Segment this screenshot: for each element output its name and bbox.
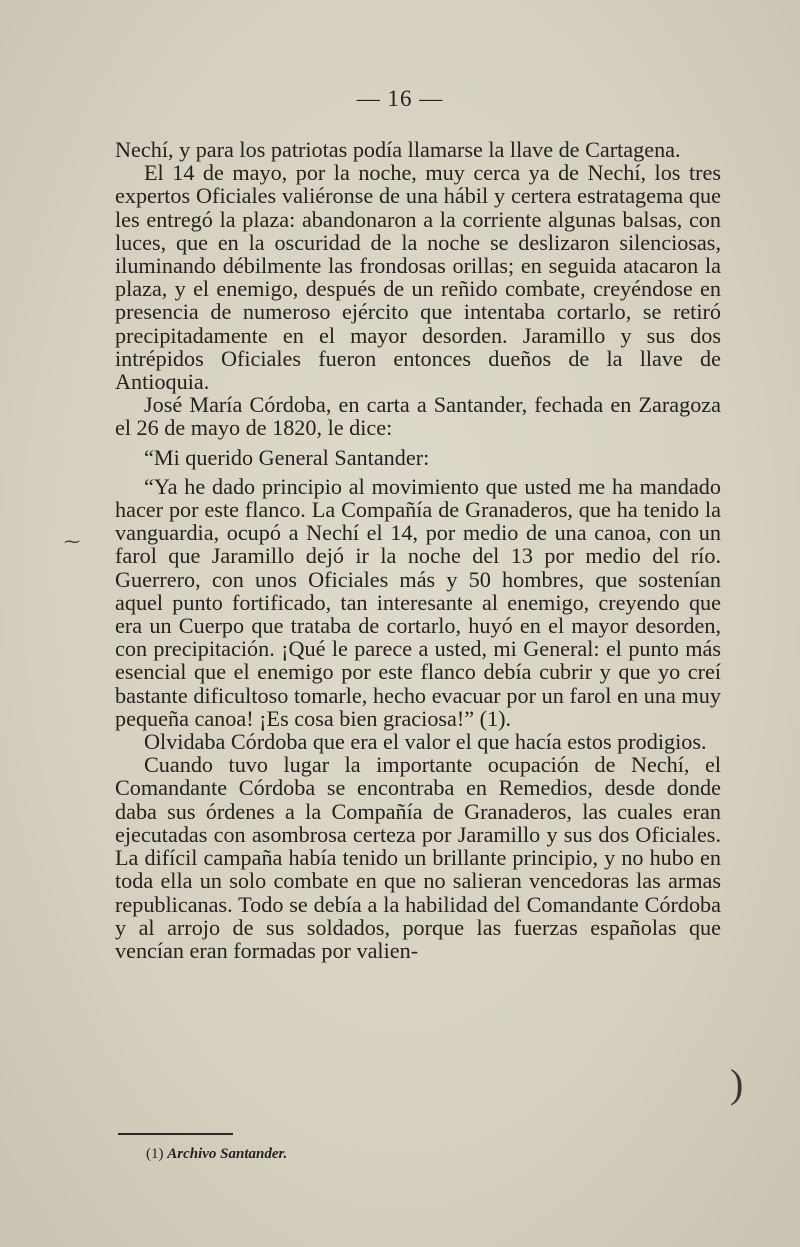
main-text: [115, 138, 721, 962]
letter-salutation: “Mi querido General Santander:: [144, 444, 430, 470]
margin-bracket-icon: ): [730, 1061, 744, 1106]
footnote-marker: (1): [146, 1146, 164, 1162]
margin-mark-icon: ⁓: [64, 534, 80, 551]
page-number: — 16 —: [356, 86, 444, 111]
paragraph-prodigies: Olvidaba Córdoba que era el valor el que hacía estos prodigios.: [144, 729, 707, 755]
letter-quote: “Ya he dado principio al movimiento que usted me ha mandado hacer por este flanco. La Compañía de Granaderos, que ha tenido la vanguardia, ocupó a Nechí el 14, por medio de una canoa, con un farol que Jaramillo dejó ir la noche del 13 por medio del río. Guerrero, con unos Oficiales más y 50 hombres, que sostenían aquel punto fortificado, tan interesante al enemigo, creyendo que era un Cuerpo que trataba de cortarlo, huyó en el mayor desorden, con precipitación. ¡Qué le parece a usted, mi General: el punto más esencial que el enemigo por este flanco debía cubrir y que yo creí bastante dificultoso tomarle, hecho evacuar por un farol en una muy pequeña canoa! ¡Es cosa bien graciosa!” (1).: [115, 473, 721, 731]
footnote-source: Archivo Santander.: [167, 1146, 288, 1162]
paragraph-letter-intro: José María Córdoba, en carta a Santander, fechada en Zaragoza el 26 de mayo de 1820, le dice:: [115, 392, 721, 441]
footnote-divider: [118, 1133, 233, 1135]
paragraph-occupation: Cuando tuvo lugar la importante ocupación de Nechí, el Comandante Córdoba se encontraba en Remedios, desde donde daba sus órdenes a la Compañía de Granaderos, las cuales eran ejecutadas con asombrosa certeza por Jaramillo y sus dos Oficiales. La difícil campaña había tenido un brillante principio, y no hubo en toda ella un solo combate en que no salieran vencedoras las armas republicanas. Todo se debía a la habilidad del Comandante Córdoba y al arrojo de sus soldados, porque las fuerzas españolas que vencían eran formadas por valien-: [115, 752, 721, 963]
paragraph-continuation: Nechí, y para los patriotas podía llamarse la llave de Cartagena.: [115, 137, 681, 162]
paragraph-nechi-capture: El 14 de mayo, por la noche, muy cerca ya de Nechí, los tres expertos Oficiales valiéronse de una hábil y certera estratagema que les entregó la plaza: abandonaron a la corriente algunas balsas, con luces, que en la oscuridad de la noche se deslizaron silenciosas, iluminando débilmente las frondosas orillas; en seguida atacaron la plaza, y el enemigo, después de un reñido combate, creyéndose en presencia de numeroso ejército que intentaba cortarlo, se retiró precipitadamente en el mayor desorden. Jaramillo y sus dos intrépidos Oficiales fueron entonces dueños de la llave de Antioquia.: [115, 160, 721, 395]
footnote: [146, 1146, 287, 1163]
